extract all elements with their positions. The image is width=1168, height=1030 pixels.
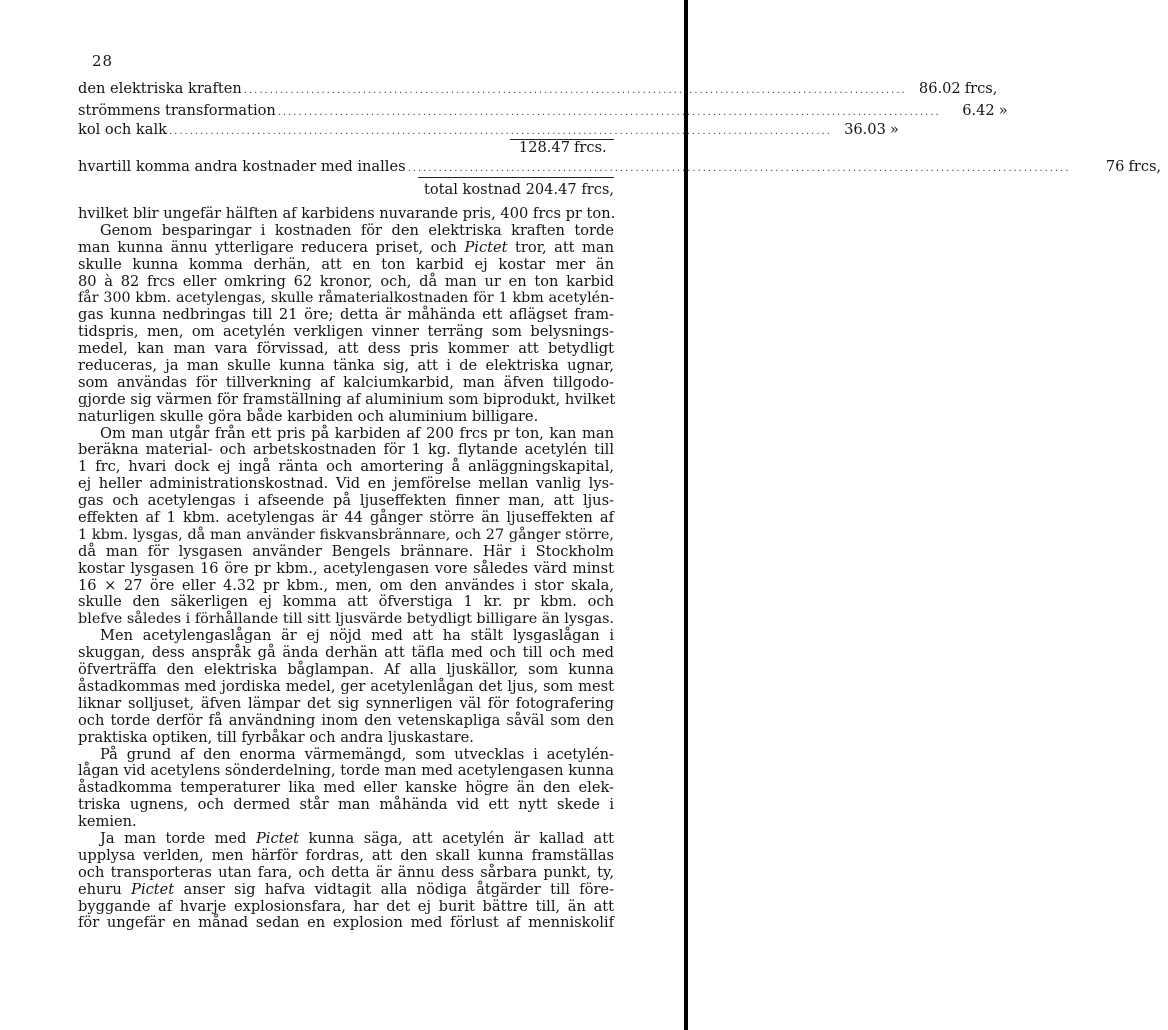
text-line: skulle kunna komma derhän, att en ton karbid ej kostar mer än [78, 255, 614, 273]
text-line: byggande af hvarje explosionsfara, har det ej burit bättre till, än att [78, 897, 614, 915]
text-line: då man för lysgasen använder Bengels brännare. Här i Stockholm [78, 542, 614, 560]
text-line: åstadkommas med jordiska medel, ger acetylenlågan det ljus, som mest [78, 677, 614, 695]
text-line: gas och acetylengas i afseende på ljuseffekten finner man, att ljus- [78, 492, 614, 510]
text-line: effekten af 1 kbm. acetylengas är 44 gånger större än ljuseffekten af [78, 509, 614, 527]
cost-row-amount: 6.42 [962, 102, 995, 119]
page-number: 28 [92, 52, 114, 70]
text-line: gjorde sig värmen för framställning af aluminium som biprodukt, hvilket [78, 390, 616, 408]
text-line: lågan vid acetylens sönderdelning, torde man med acetylengasen kunna [78, 762, 614, 780]
text-line: medel, kan man vara förvissad, att dess pris kommer att betydligt [78, 340, 614, 358]
text-line: praktiska optiken, till fyrbåkar och andra ljuskastare. [78, 728, 474, 746]
cost-row-label: strömmens transformation [78, 102, 276, 119]
text-line: och transporteras utan fara, och detta är ännu dess sårbara punkt, ty, [78, 863, 614, 881]
other-costs-label: hvartill komma andra kostnader med inalles [78, 158, 406, 175]
text-line: upplysa verlden, men härför fordras, att den skall kunna framställas [78, 846, 614, 864]
other-costs-row [78, 158, 1162, 178]
text-line: åstadkomma temperaturer lika med eller kanske högre än den elek- [78, 779, 614, 797]
text-line: Om man utgår från ett pris på karbiden af 200 frcs pr ton, kan man [100, 424, 614, 442]
text-line: Men acetylengaslågan är ej nöjd med att ha stält lysgaslågan i [100, 627, 614, 645]
subtotal-amount: 128.47 [518, 139, 570, 156]
cost-row-unit: frcs, [964, 80, 998, 97]
text-line [78, 240, 614, 257]
text-line: Genom besparingar i kostnaden för den elektriska kraften torde [100, 221, 614, 239]
total-rule [418, 177, 614, 178]
cost-row-unit: » [998, 102, 1008, 119]
text-line: beräkna material- och arbetskostnaden för 1 kg. flytande acetylén till [78, 441, 614, 459]
other-costs-unit: frcs, [1128, 158, 1162, 175]
text-line: hvilket blir ungefär hälften af karbidens nuvarande pris, 400 frcs pr ton. [78, 205, 616, 222]
page-edge-border [684, 0, 688, 1030]
text-line: naturligen skulle göra både karbiden och aluminium billigare. [78, 407, 539, 425]
text-line: tidspris, men, om acetylén verkligen vinner terräng som belysnings- [78, 323, 614, 341]
cost-row-label: kol och kalk [78, 121, 167, 138]
text-line-content: man kunna ännu ytterligare reducera priset, och Pictet tror, att man [78, 238, 614, 256]
text-line: kostar lysgasen 16 öre pr kbm., acetylengasen vore således värd minst [78, 559, 614, 577]
cost-row-unit: » [889, 121, 899, 138]
text-line: 16 × 27 öre eller 4.32 pr kbm., men, om den användes i stor skala, [78, 576, 614, 594]
leader-dots: ................................................................................................................................ [407, 163, 1071, 174]
text-line: 1 frc, hvari dock ej ingå ränta och amortering å anläggningskapital, [78, 458, 614, 476]
text-line: På grund af den enorma värmemängd, som utvecklas i acetylén- [100, 745, 614, 763]
cost-row-amount: 86.02 [918, 80, 961, 97]
leader-dots: ................................................................................................................................ [169, 126, 832, 137]
leader-dots: ................................................................................................................................ [243, 85, 907, 96]
cost-row-label: den elektriska kraften [78, 80, 242, 97]
text-line: blefve således i förhållande till sitt ljusvärde betydligt billigare än lysgas. [78, 611, 615, 628]
cost-row-amount: 36.03 [844, 121, 886, 138]
text-line: kemien. [78, 813, 137, 831]
text-line: 80 à 82 frcs eller omkring 62 kronor, och, då man ur en ton karbid [78, 272, 614, 290]
text-line: och torde derför få användning inom den vetenskapliga såväl som den [78, 711, 614, 729]
text-line: 1 kbm. lysgas, då man använder fiskvansbrännare, och 27 gånger större, [78, 526, 614, 543]
leader-dots: ................................................................................................................................ [277, 107, 941, 118]
text-line: för ungefär en månad sedan en explosion med förlust af menniskolif [78, 914, 614, 932]
total-cost: total kostnad 204.47 frcs, [424, 181, 614, 198]
text-line: Ja man torde med Pictet kunna säga, att acetylén är kallad att [100, 829, 614, 847]
text-line: ej heller administrationskostnad. Vid en jemförelse mellan vanlig lys- [78, 475, 614, 493]
subtotal-row [78, 139, 614, 159]
text-line: reduceras, ja man skulle kunna tänka sig, att i de elektriska ugnar, [78, 357, 614, 375]
body-text [78, 206, 614, 932]
cost-row-electric-power [78, 80, 998, 100]
text-line: skulle den säkerligen ej komma att öfverstiga 1 kr. pr kbm. och [78, 593, 614, 611]
text-line: triska ugnens, och dermed står man måhända vid ett nytt skede i [78, 796, 614, 814]
text-line: skuggan, dess anspråk gå ända derhän att täfla med och till och med [78, 644, 614, 662]
text-line: öfverträffa den elektriska båglampan. Af alla ljuskällor, som kunna [78, 661, 614, 679]
text-line: liknar solljuset, äfven lämpar det sig synnerligen väl för fotografering [78, 694, 614, 712]
text-line: gas kunna nedbringas till 21 öre; detta är måhända ett aflägset fram- [78, 306, 614, 324]
text-line: får 300 kbm. acetylengas, skulle råmaterialkostnaden för 1 kbm acetylén- [78, 290, 614, 307]
text-line: ehuru Pictet anser sig hafva vidtagit alla nödiga åtgärder till före- [78, 880, 615, 898]
text-line: som användas för tillverkning af kalciumkarbid, man äfven tillgodo- [78, 373, 614, 391]
other-costs-amount: 76 [1105, 158, 1125, 175]
cost-row-coal-lime [78, 121, 899, 141]
cost-row-transformation [78, 102, 1008, 122]
subtotal-unit: frcs. [574, 139, 607, 156]
